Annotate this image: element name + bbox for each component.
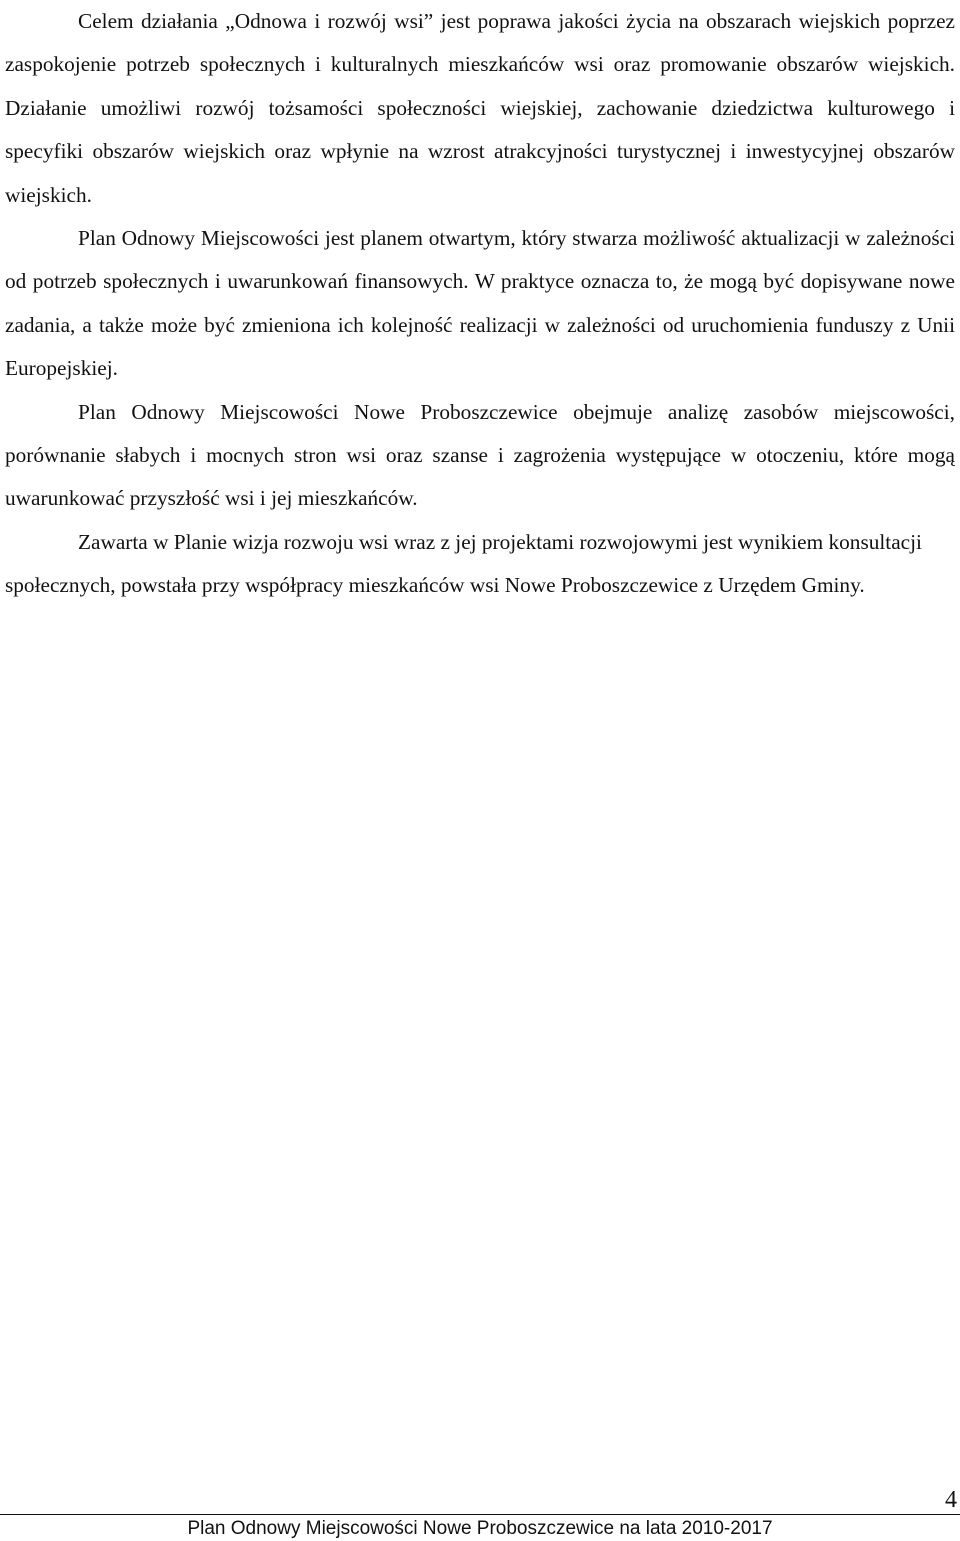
paragraph-open-plan: Plan Odnowy Miejscowości jest planem otwartym, który stwarza możliwość aktualizacji w zależności od potrzeb społecznych i uwarunkowań finansowych. W praktyce oznacza to, że mogą być dopisywane nowe zadania, a także może być zmieniona ich kolejność realizacji w zależności od uruchomienia funduszy z Unii Europejskiej.: [5, 226, 955, 381]
document-body: [5, 0, 955, 608]
paragraph-analysis: Plan Odnowy Miejscowości Nowe Proboszczewice obejmuje analizę zasobów miejscowości, porównanie słabych i mocnych stron wsi oraz szanse i zagrożenia występujące w otoczeniu, które mogą uwarunkować przyszłość wsi i jej mieszkańców.: [5, 399, 955, 511]
page-footer: Plan Odnowy Miejscowości Nowe Proboszczewice na lata 2010-2017: [187, 1518, 773, 1539]
footer-divider: [0, 1514, 960, 1515]
page-number: 4: [945, 1487, 957, 1513]
paragraph-goal: Celem działania „Odnowa i rozwój wsi” jest poprawa jakości życia na obszarach wiejskich poprzez zaspokojenie potrzeb społecznych i kulturalnych mieszkańców wsi oraz promowanie obszarów wiejskich. Działanie umożliwi rozwój tożsamości społeczności wiejskiej, zachowanie dziedzictwa kulturowego i specyfiki obszarów wiejskich oraz wpłynie na wzrost atrakcyjności turystycznej i inwestycyjnej obszarów wiejskich.: [5, 9, 955, 207]
paragraph-vision: Zawarta w Planie wizja rozwoju wsi wraz z jej projektami rozwojowymi jest wynikiem konsultacji społecznych, powstała przy współpracy mieszkańców wsi Nowe Proboszczewice z Urzędem Gminy.: [5, 529, 922, 598]
